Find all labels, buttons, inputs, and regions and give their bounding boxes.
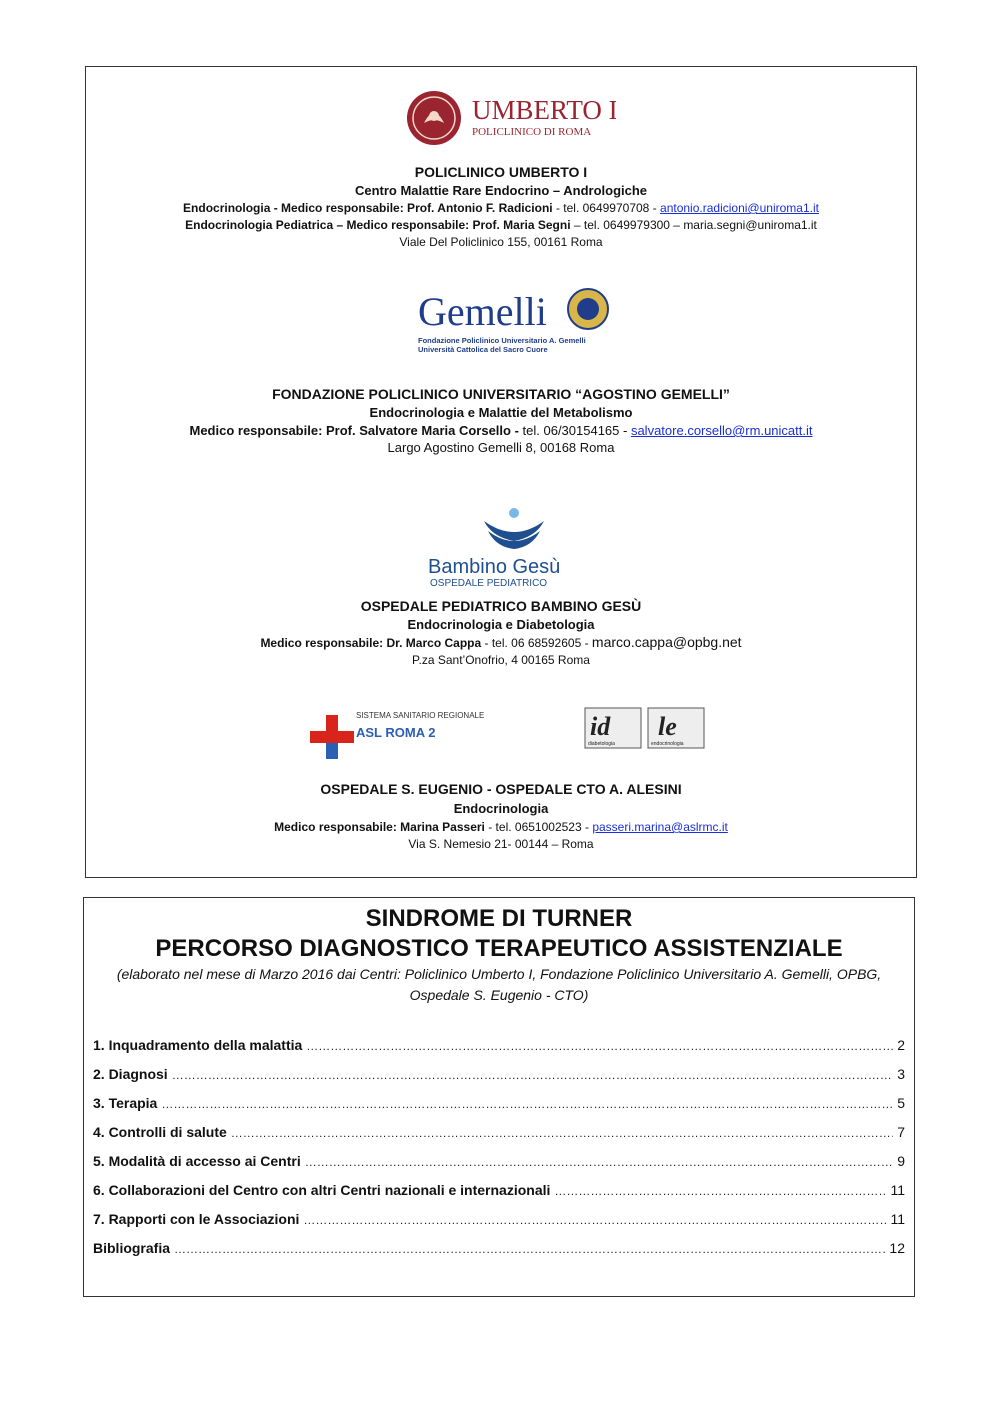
center-name: OSPEDALE S. EUGENIO - OSPEDALE CTO A. ALESINI: [320, 781, 682, 797]
umberto-logo-main: UMBERTO I: [472, 95, 616, 125]
contact-label: Endocrinologia - Medico responsabile: Prof. Antonio F. Radicioni: [183, 201, 553, 215]
toc-entry-label: 5. Modalità di accesso ai Centri: [93, 1153, 301, 1169]
gemelli-logo-icon: [416, 287, 616, 355]
asl-logo-top: SISTEMA SANITARIO REGIONALE: [356, 711, 485, 720]
bambino-gesu-logo-icon: [426, 507, 576, 589]
toc-entry-page: 11: [890, 1211, 905, 1227]
contact-email-link[interactable]: salvatore.corsello@rm.unicatt.it: [630, 423, 813, 438]
toc-entry-label: 6. Collaborazioni del Centro con altri Centri nazionali e internazionali: [93, 1182, 551, 1198]
center-contact-line: [86, 217, 916, 234]
center-gemelli: [86, 385, 916, 456]
contact-email-link[interactable]: antonio.radicioni@uniroma1.it: [660, 201, 819, 215]
toc-entry[interactable]: [93, 1211, 905, 1240]
asl-roma2-logo-icon: [296, 707, 496, 763]
document-title-line1: SINDROME DI TURNER: [365, 905, 633, 932]
center-contact-line: [86, 422, 916, 439]
center-name: POLICLINICO UMBERTO I: [414, 164, 588, 180]
contact-label: Endocrinologia Pediatrica – Medico responsabile: Prof. Maria Segni: [185, 218, 571, 232]
toc-entry[interactable]: [93, 1240, 905, 1269]
center-name: OSPEDALE PEDIATRICO BAMBINO GESÙ: [360, 598, 642, 614]
umberto-logo-sub: POLICLINICO DI ROMA: [472, 126, 592, 138]
center-department: Centro Malattie Rare Endocrino – Andrologiche: [354, 183, 648, 198]
toc-entry-page: 11: [890, 1182, 905, 1198]
center-name: FONDAZIONE POLICLINICO UNIVERSITARIO “AGOSTINO GEMELLI”: [272, 386, 730, 402]
toc-entry[interactable]: [93, 1095, 905, 1124]
toc-entry-page: 5: [897, 1095, 905, 1111]
toc-leader: [174, 1242, 885, 1256]
toc-entry-page: 12: [889, 1240, 905, 1256]
contact-label: Medico responsabile: Dr. Marco Cappa: [260, 636, 482, 650]
ide-logo-text1: diabetologia: [588, 741, 615, 747]
asl-roma2-logo: [296, 707, 496, 763]
center-address: P.za Sant’Onofrio, 4 00165 Roma: [412, 653, 590, 667]
center-address: Largo Agostino Gemelli 8, 00168 Roma: [387, 440, 615, 455]
toc-entry-label: 2. Diagnosi: [93, 1066, 168, 1082]
bambino-gesu-logo: [426, 507, 576, 589]
document-subtitle: (elaborato nel mese di Marzo 2016 dai Centri: Policlinico Umberto I, Fondazione Policlinico Universitario A. Gemelli, OPBG, Ospedale S. Eugenio - CTO): [116, 966, 882, 1003]
toc-entry[interactable]: [93, 1066, 905, 1095]
toc-leader: [554, 1184, 886, 1198]
center-address: Viale Del Policlinico 155, 00161 Roma: [399, 235, 603, 249]
gemelli-logo-sub1: Fondazione Policlinico Universitario A. Gemelli: [418, 336, 586, 345]
ide-logo: [584, 707, 706, 749]
toc-leader: [303, 1213, 886, 1227]
svg-text:id: id: [590, 712, 611, 741]
toc-entry-label: 7. Rapporti con le Associazioni: [93, 1211, 300, 1227]
gemelli-logo: [416, 287, 616, 355]
center-contact-line: [86, 819, 916, 836]
toc-entry-page: 7: [897, 1124, 905, 1140]
toc-entry-page: 2: [897, 1037, 905, 1053]
contact-email: maria.segni@uniroma1.it: [683, 218, 817, 232]
center-department: Endocrinologia: [453, 801, 549, 816]
contact-email: marco.cappa@opbg.net: [591, 634, 742, 650]
toc-entry[interactable]: [93, 1182, 905, 1211]
gemelli-logo-main: Gemelli: [418, 289, 547, 334]
contact-phone: tel. 06/30154165 -: [522, 423, 631, 438]
toc-leader: [306, 1039, 893, 1053]
contact-phone: - tel. 06 68592605 -: [481, 636, 592, 650]
umberto-seal-icon: [406, 89, 616, 147]
svg-text:le: le: [658, 712, 677, 741]
center-umberto: [86, 163, 916, 251]
toc-entry-label: 3. Terapia: [93, 1095, 158, 1111]
toc-entry[interactable]: [93, 1153, 905, 1182]
toc-entry[interactable]: [93, 1124, 905, 1153]
toc-entry-label: 4. Controlli di salute: [93, 1124, 227, 1140]
asl-logo-main: ASL ROMA 2: [356, 725, 436, 740]
toc-box: [83, 897, 915, 1297]
centers-box: [85, 66, 917, 878]
document-title-line2: PERCORSO DIAGNOSTICO TERAPEUTICO ASSISTENZIALE: [155, 935, 843, 962]
toc-leader: [172, 1068, 894, 1082]
toc-entry[interactable]: [93, 1037, 905, 1066]
bambino-logo-main: Bambino Gesù: [428, 556, 561, 578]
gemelli-logo-sub2: Università Cattolica del Sacro Cuore: [418, 345, 548, 354]
toc-entry-label: Bibliografia: [93, 1240, 171, 1256]
table-of-contents: [93, 1037, 905, 1269]
center-bambino-gesu: [86, 597, 916, 669]
center-address: Via S. Nemesio 21- 00144 – Roma: [408, 837, 594, 851]
center-department: Endocrinologia e Diabetologia: [407, 617, 595, 632]
center-contact-line: [86, 634, 916, 652]
toc-leader: [305, 1155, 893, 1169]
bambino-logo-sub: OSPEDALE PEDIATRICO: [430, 578, 548, 589]
center-eugenio: [86, 780, 916, 853]
contact-phone: – tel. 0649979300 –: [570, 218, 684, 232]
center-department: Endocrinologia e Malattie del Metabolismo: [369, 405, 633, 420]
toc-entry-page: 9: [897, 1153, 905, 1169]
ide-logo-icon: [584, 707, 706, 749]
center-contact-line: [86, 200, 916, 217]
ide-logo-text2: endocrinologia: [651, 741, 684, 747]
toc-leader: [231, 1126, 893, 1140]
contact-phone: - tel. 0651002523 -: [484, 820, 593, 834]
contact-phone: - tel. 0649970708 -: [552, 201, 661, 215]
toc-entry-page: 3: [897, 1066, 905, 1082]
contact-email-link[interactable]: passeri.marina@aslrmc.it: [592, 820, 728, 834]
umberto-logo: [406, 89, 616, 147]
contact-label: Medico responsabile: Prof. Salvatore Maria Corsello -: [189, 423, 523, 438]
toc-entry-label: 1. Inquadramento della malattia: [93, 1037, 303, 1053]
contact-label: Medico responsabile: Marina Passeri: [274, 820, 485, 834]
toc-leader: [161, 1097, 893, 1111]
